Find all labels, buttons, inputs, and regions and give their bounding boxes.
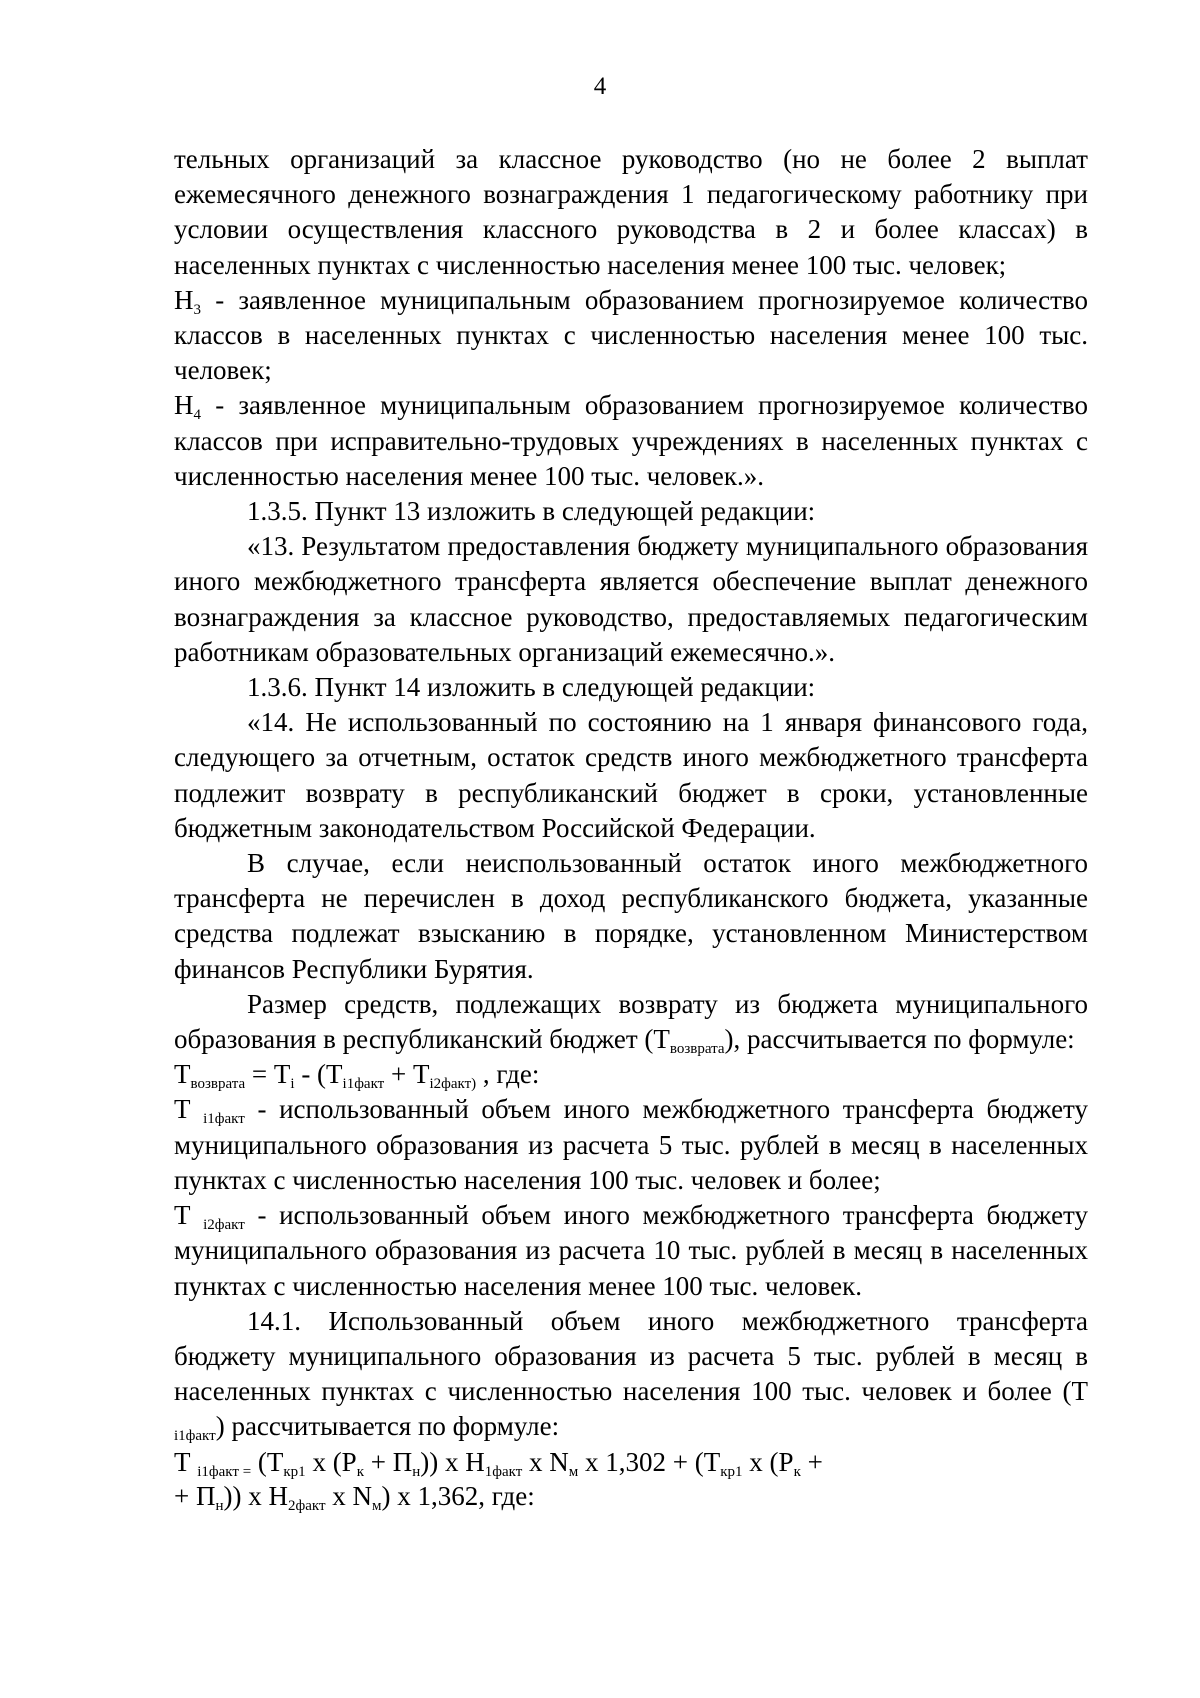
paragraph-return-size xyxy=(174,987,1088,1057)
subscript: 2факт xyxy=(288,1497,326,1514)
subscript: м xyxy=(568,1463,579,1480)
symbol: Н xyxy=(174,390,194,421)
subscript: i1факт xyxy=(203,1111,245,1128)
subscript: кр1 xyxy=(283,1463,306,1480)
term: + xyxy=(800,1446,823,1477)
term: Т xyxy=(174,1059,191,1090)
page-number: 4 xyxy=(593,73,607,100)
definition-t-i2 xyxy=(174,1198,1088,1304)
definition-text: - использованный объем иного межбюджетного трансферта бюджету муниципального образования из расчета 5 тыс. рублей в месяц в населенных пунктах с численностью населения 100 тыс. человек и более; xyxy=(174,1094,1088,1195)
term: х (Р xyxy=(305,1446,357,1477)
subscript: i1факт xyxy=(342,1076,385,1093)
clause-1-3-6: 1.3.6. Пункт 14 изложить в следующей редакции: xyxy=(247,672,816,703)
subscript: i1факт xyxy=(174,1428,216,1445)
term: , где: xyxy=(476,1059,540,1090)
clause-1-3-5: 1.3.5. Пункт 13 изложить в следующей редакции: xyxy=(247,496,816,527)
document-body xyxy=(174,142,1088,1513)
subscript: 1факт xyxy=(484,1463,523,1480)
term: - (Т xyxy=(294,1059,343,1090)
subscript: н xyxy=(215,1497,224,1514)
paragraph-case: В случае, если неиспользованный остаток иного межбюджетного трансферта не перечислен в доход республиканского бюджета, указанные средства подлежат взысканию в порядке, установленном Министерством финансов Республики Бурятия. xyxy=(174,848,1088,984)
text: ) рассчитывается по формуле: xyxy=(215,1411,560,1442)
term: Т xyxy=(174,1446,198,1477)
term: х N xyxy=(325,1480,373,1511)
subscript: i xyxy=(290,1076,295,1093)
subscript: i1факт = xyxy=(197,1463,252,1480)
paragraph-continuation: тельных организаций за классное руководство (но не более 2 выплат ежемесячного денежного вознаграждения 1 педагогическому работнику при условии осуществления классного руководства в 2 и более классах) в населенных пунктах с численностью населения менее 100 тыс. человек; xyxy=(174,144,1088,280)
clause-13-text: «13. Результатом предоставления бюджету муниципального образования иного межбюджетного трансферта является обеспечение выплат денежного вознаграждения за классное руководство, предоставляемых педагогическим работникам образовательных организаций ежемесячно.». xyxy=(174,531,1088,667)
term: )) х Н xyxy=(420,1446,485,1477)
term: (Т xyxy=(251,1446,284,1477)
definition-text: - использованный объем иного межбюджетного трансферта бюджету муниципального образования из расчета 10 тыс. рублей в месяц в населенных пунктах с численностью населения менее 100 тыс. человек. xyxy=(174,1200,1088,1301)
subscript: i2факт) xyxy=(429,1076,477,1093)
subscript: 3 xyxy=(193,301,201,318)
definition-h3 xyxy=(174,283,1088,389)
subscript: 4 xyxy=(193,407,201,424)
text: Размер средств, подлежащих возврату из бюджета муниципального образования в республиканский бюджет (Т xyxy=(174,988,1088,1055)
definition-text: - заявленное муниципальным образованием прогнозируемое количество классов при исправительно-трудовых учреждениях в населенных пунктах с численностью населения менее 100 тыс. человек.». xyxy=(174,390,1088,491)
subscript: возврата xyxy=(669,1041,725,1058)
term: + Т xyxy=(384,1059,430,1090)
text: 14.1. Использованный объем иного межбюджетного трансферта бюджету муниципального образования из расчета 5 тыс. рублей в месяц в населенных пунктах с численностью населения 100 тыс. человек и более (Т xyxy=(174,1305,1088,1407)
text: ), рассчитывается по формуле: xyxy=(724,1024,1075,1055)
subscript: кр1 xyxy=(720,1463,743,1480)
definition-t-i1 xyxy=(174,1092,1088,1198)
term: ) х 1,362, где: xyxy=(381,1480,535,1511)
term: + П xyxy=(364,1446,413,1477)
term: х N xyxy=(522,1446,569,1477)
subscript: н xyxy=(412,1463,421,1480)
subscript: к xyxy=(356,1463,364,1480)
clause-14-text: «14. Не использованный по состоянию на 1 января финансового года, следующего за отчетным, остаток средств иного межбюджетного трансферта подлежит возврату в республиканский бюджет в сроки, установленные бюджетным законодательством Российской Федерации. xyxy=(174,707,1088,843)
definition-h4 xyxy=(174,388,1088,494)
symbol: Н xyxy=(174,284,194,315)
formula-return xyxy=(174,1057,1088,1092)
symbol: Т xyxy=(174,1094,204,1125)
term: х (Р xyxy=(742,1446,794,1477)
clause-14-1 xyxy=(174,1304,1088,1445)
subscript: возврата xyxy=(190,1076,246,1093)
term: = Т xyxy=(245,1059,291,1090)
subscript: м xyxy=(372,1497,382,1514)
subscript: к xyxy=(793,1463,801,1480)
term: )) х Н xyxy=(223,1480,288,1511)
formula-t-i1 xyxy=(174,1445,1088,1513)
symbol: Т xyxy=(174,1200,204,1231)
subscript: i2факт xyxy=(203,1217,245,1234)
definition-text: - заявленное муниципальным образованием прогнозируемое количество классов в населенных пунктах с численностью населения менее 100 тыс. человек; xyxy=(174,284,1088,386)
term: х 1,302 + (Т xyxy=(578,1446,721,1477)
term: + П xyxy=(174,1480,216,1511)
